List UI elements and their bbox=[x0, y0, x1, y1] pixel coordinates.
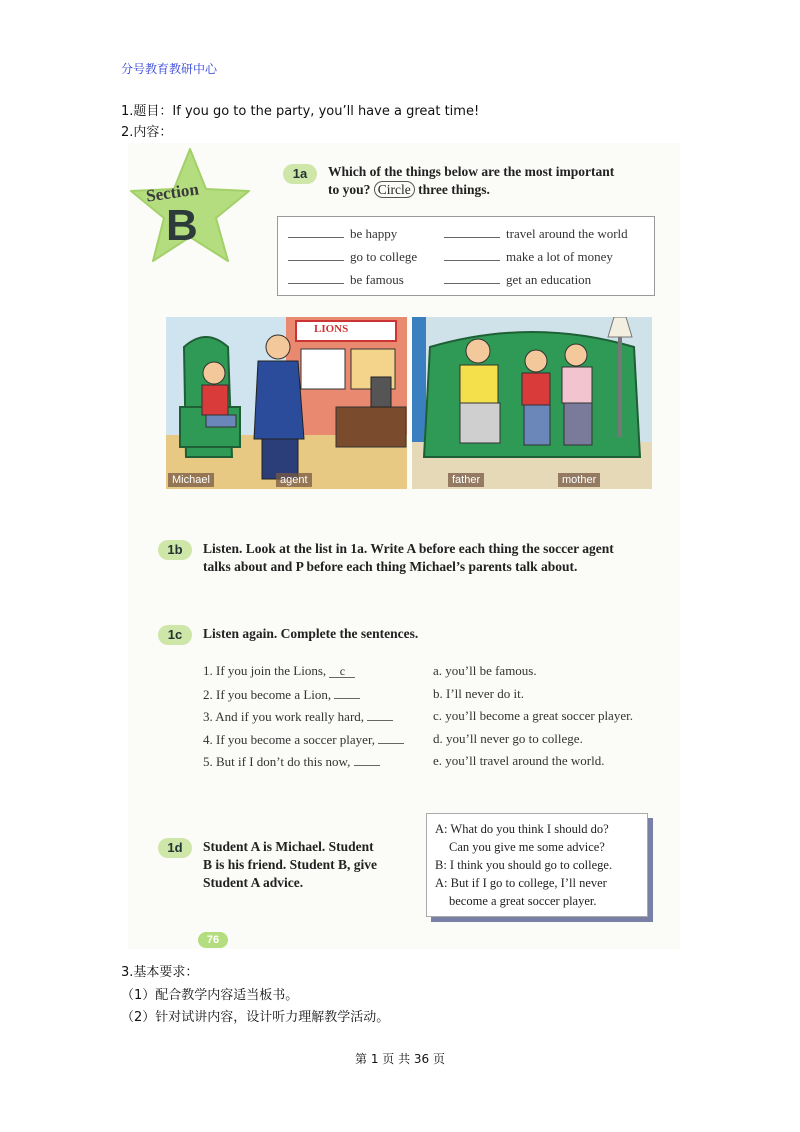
requirement-item: （1）配合教学内容适当板书。 bbox=[121, 988, 299, 1003]
q1c-title: Listen again. Complete the sentences. bbox=[203, 626, 419, 641]
page-footer: 第 1 页 共 36 页 bbox=[355, 1052, 445, 1066]
q1a-line1: Which of the things below are the most important bbox=[328, 164, 615, 179]
sentence-left: 4. If you become a soccer player, bbox=[203, 731, 404, 748]
label-agent: agent bbox=[276, 473, 312, 487]
q1d-line3: Student A advice. bbox=[203, 875, 304, 890]
sentence-right: a. you’ll be famous. bbox=[433, 663, 537, 678]
illustration-agent-scene bbox=[166, 317, 407, 489]
q1d-line1: Student A is Michael. Student bbox=[203, 839, 374, 854]
q1a-line2-pre: to you? bbox=[328, 182, 371, 197]
label-michael: Michael bbox=[168, 473, 214, 487]
list-item: get an education bbox=[444, 271, 591, 288]
requirements-title: 3.基本要求： bbox=[121, 965, 199, 980]
dialog-line: A: What do you think I should do? bbox=[435, 822, 609, 836]
dialog-line: become a great soccer player. bbox=[449, 894, 597, 908]
dialog-line: A: But if I go to college, I’ll never bbox=[435, 876, 607, 890]
badge-1c: 1c bbox=[158, 625, 192, 645]
topic-line: 1.题目：If you go to the party, you’ll have a great time! bbox=[121, 104, 480, 119]
section-word: Section bbox=[144, 179, 200, 206]
list-item: be happy bbox=[288, 225, 397, 242]
list-item: go to college bbox=[288, 248, 417, 265]
page-number-badge: 76 bbox=[198, 932, 228, 948]
header-org: 分号教育教研中心 bbox=[121, 62, 218, 76]
textbook-page bbox=[128, 143, 680, 949]
circle-word: Circle bbox=[374, 181, 415, 198]
sentence-left: 1. If you join the Lions, c bbox=[203, 663, 355, 679]
dialog-line: B: I think you should go to college. bbox=[435, 858, 613, 872]
requirement-item: （2）针对试讲内容，设计听力理解教学活动。 bbox=[121, 1010, 390, 1025]
sentence-right: d. you’ll never go to college. bbox=[433, 731, 583, 746]
sentence-right: b. I’ll never do it. bbox=[433, 686, 524, 701]
q1a-line2-post: three things. bbox=[418, 182, 490, 197]
badge-1d: 1d bbox=[158, 838, 192, 858]
badge-1a: 1a bbox=[283, 164, 317, 184]
q1d-line2: B is his friend. Student B, give bbox=[203, 857, 378, 872]
sentence-left: 5. But if I don’t do this now, bbox=[203, 753, 380, 770]
sentence-right: e. you’ll travel around the world. bbox=[433, 753, 605, 768]
label-mother: mother bbox=[558, 473, 600, 487]
q1b-line1: Listen. Look at the list in 1a. Write A before each thing the soccer agent bbox=[203, 541, 614, 556]
illustration-parents-scene bbox=[412, 317, 652, 489]
list-item: be famous bbox=[288, 271, 404, 288]
sentence-right: c. you’ll become a great soccer player. bbox=[433, 708, 633, 723]
things-list-box bbox=[277, 216, 655, 296]
dialog-line: Can you give me some advice? bbox=[449, 840, 605, 854]
badge-1b: 1b bbox=[158, 540, 192, 560]
section-letter: B bbox=[166, 201, 198, 250]
sentence-left: 2. If you become a Lion, bbox=[203, 686, 360, 703]
poster-text: LIONS bbox=[314, 323, 349, 335]
q1b-line2: talks about and P before each thing Michael’s parents talk about. bbox=[203, 559, 578, 574]
content-label: 2.内容： bbox=[121, 125, 173, 140]
label-father: father bbox=[448, 473, 484, 487]
sentence-left: 3. And if you work really hard, bbox=[203, 708, 393, 725]
dialog-box bbox=[426, 813, 648, 917]
list-item: travel around the world bbox=[444, 225, 628, 242]
q1a-line2 bbox=[328, 181, 490, 199]
list-item: make a lot of money bbox=[444, 248, 613, 265]
